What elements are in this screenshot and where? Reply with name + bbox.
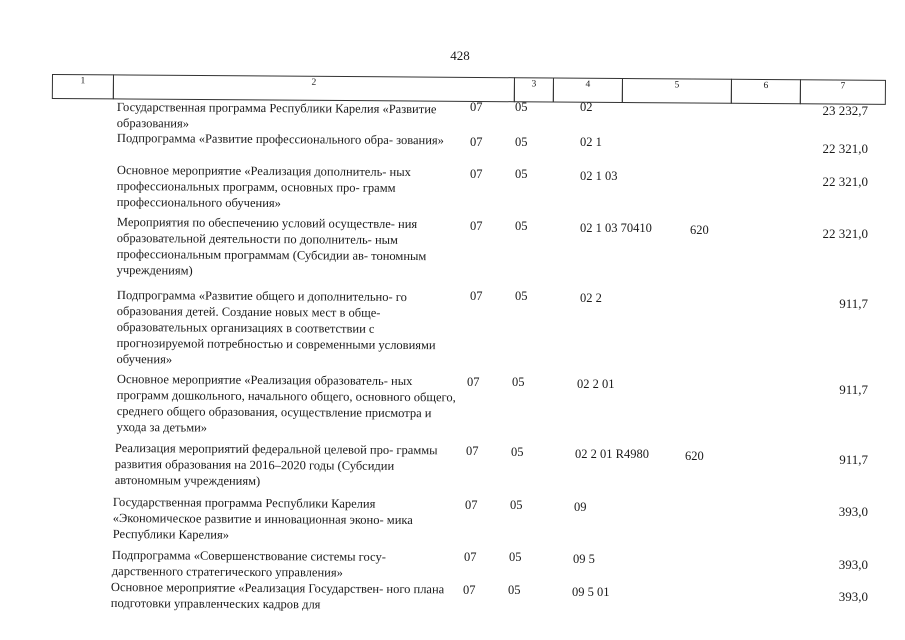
row-target-article: 02 2 <box>580 291 602 305</box>
row-target-article: 09 5 01 <box>572 585 610 599</box>
row-section: 07 <box>466 444 479 458</box>
row-amount: 393,0 <box>838 504 868 519</box>
row-name: Реализация мероприятий федеральной целевой про- граммы развития образования на 2016–2020 годы (Субсидии автономным учреждениям) <box>114 440 438 489</box>
row-amount: 911,7 <box>839 382 868 397</box>
header-cell-7: 7 <box>800 79 886 105</box>
row-name: Основное мероприятие «Реализация дополнитель- ных профессиональных программ, основных про- грамм профессионального обучения» <box>116 162 411 211</box>
page-number: 428 <box>450 48 470 63</box>
row-subsection: 05 <box>510 498 523 512</box>
row-amount: 911,7 <box>839 452 868 467</box>
row-target-article: 09 <box>574 500 587 514</box>
row-name: Мероприятия по обеспечению условий осуществле- ния образовательной деятельности по дополнитель- ным профессиональным программам (Субсидии ав- тономным учреждениям) <box>116 214 427 278</box>
row-subsection: 05 <box>508 583 521 597</box>
row-subsection: 05 <box>515 100 528 114</box>
row-amount: 911,7 <box>839 296 868 311</box>
row-target-article: 09 5 <box>573 552 595 566</box>
row-amount: 22 321,0 <box>822 226 868 241</box>
row-target-article: 02 2 01 R4980 <box>575 447 649 461</box>
row-amount: 22 321,0 <box>822 174 868 189</box>
row-name: Подпрограмма «Совершенствование системы госу- дарственного стратегического управления» <box>111 548 386 580</box>
row-subsection: 05 <box>515 219 528 233</box>
row-name: Государственная программа Республики Карелия «Развитие образования» <box>116 99 437 131</box>
header-cell-1: 1 <box>52 74 114 99</box>
row-expense-type: 620 <box>685 449 704 463</box>
row-target-article: 02 1 03 70410 <box>580 221 652 235</box>
row-section: 07 <box>470 289 483 303</box>
header-cell-5: 5 <box>622 78 732 104</box>
row-section: 07 <box>463 583 476 597</box>
row-name: Основное мероприятие «Реализация Государствен- ного плана подготовки управленческих кадров для <box>110 580 445 612</box>
row-amount: 23 232,7 <box>822 103 868 118</box>
row-subsection: 05 <box>515 289 528 303</box>
header-cell-2: 2 <box>113 74 515 102</box>
row-amount: 393,0 <box>838 589 868 604</box>
row-subsection: 05 <box>512 375 525 389</box>
row-name: Государственная программа Республики Карелия «Экономическое развитие и инновационная эконо- мика Республики Карелия» <box>112 494 413 542</box>
row-target-article: 02 2 01 <box>577 377 615 391</box>
row-section: 07 <box>467 375 480 389</box>
header-cell-3: 3 <box>514 77 554 102</box>
row-subsection: 05 <box>515 135 528 149</box>
row-amount: 22 321,0 <box>822 141 868 156</box>
row-name: Подпрограмма «Развитие профессионального обра- зования» <box>116 130 444 148</box>
row-section: 07 <box>465 498 478 512</box>
row-section: 07 <box>470 219 483 233</box>
row-section: 07 <box>470 135 483 149</box>
row-subsection: 05 <box>511 445 524 459</box>
row-name: Основное мероприятие «Реализация образователь- ных программ дошкольного, начального общего, основного общего, среднего общего образования, осуществление присмотра и ухода за детьми» <box>116 371 456 435</box>
row-section: 07 <box>464 550 477 564</box>
row-target-article: 02 1 <box>580 135 602 149</box>
row-expense-type: 620 <box>690 223 709 237</box>
row-target-article: 02 1 03 <box>580 169 618 183</box>
header-cell-6: 6 <box>731 79 801 104</box>
header-cell-4: 4 <box>553 77 623 102</box>
row-subsection: 05 <box>509 550 522 564</box>
row-section: 07 <box>470 167 483 181</box>
row-subsection: 05 <box>515 167 528 181</box>
row-name: Подпрограмма «Развитие общего и дополнительно- го образования детей. Создание новых мест в обще- образовательных организациях в соответствии с прогнозируемой потребностью и современными условиями обучения» <box>116 287 436 367</box>
row-target-article: 02 <box>580 100 593 114</box>
row-amount: 393,0 <box>838 557 868 572</box>
row-section: 07 <box>470 100 483 114</box>
